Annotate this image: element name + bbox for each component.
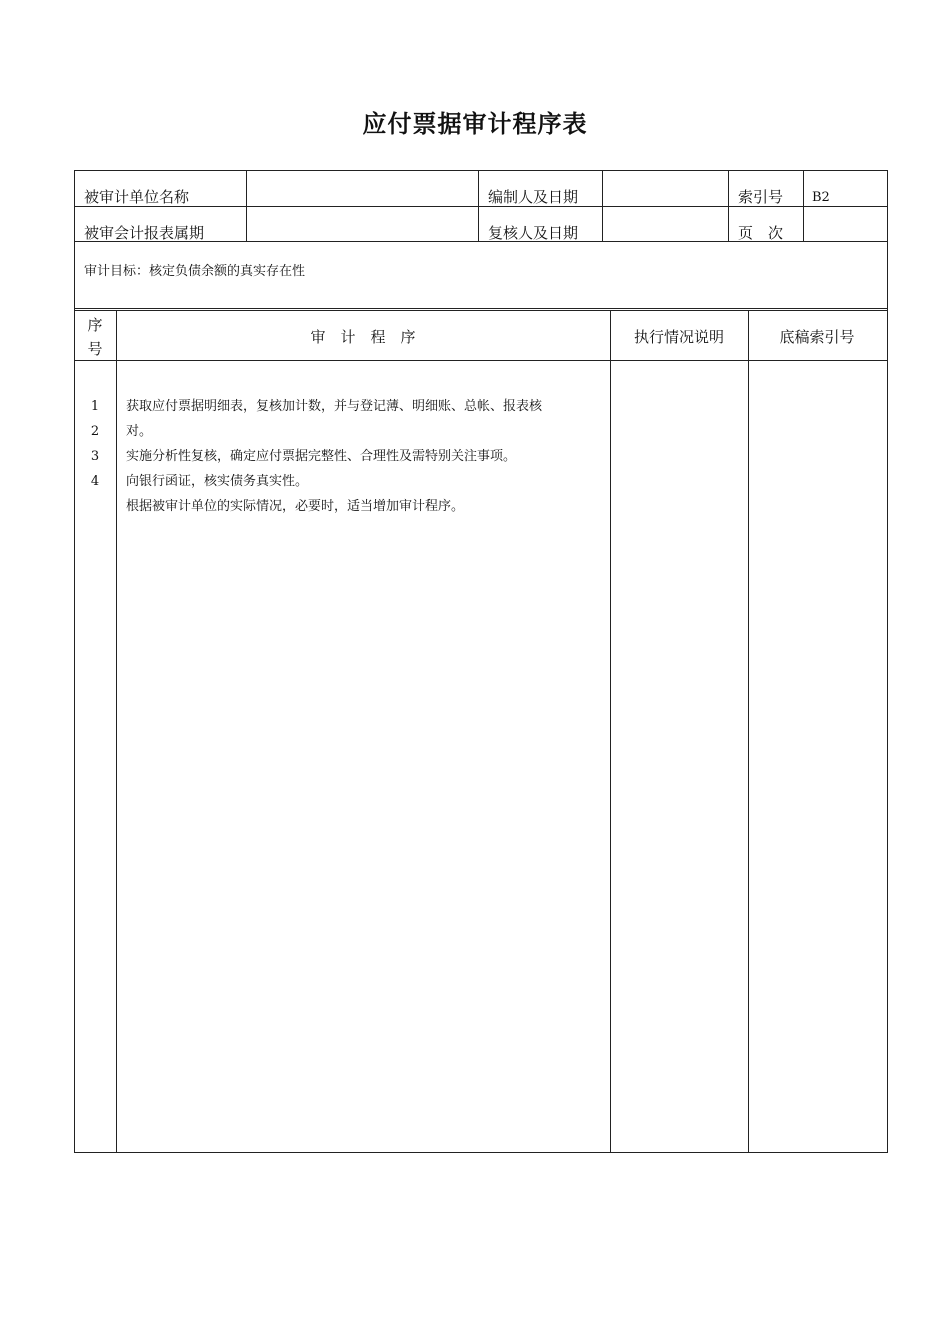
index-label: 索引号 bbox=[738, 188, 784, 206]
sequence-number: 4 bbox=[90, 474, 100, 489]
procedure-line: 根据被审计单位的实际情况，必要时，适当增加审计程序。 bbox=[126, 499, 465, 514]
audit-objective: 审计目标：核定负债余额的真实存在性 bbox=[84, 264, 306, 279]
seq-header-line2: 号 bbox=[87, 340, 103, 358]
seq-header-line1: 序 bbox=[87, 316, 103, 334]
page-label: 页 次 bbox=[738, 224, 784, 242]
sequence-number: 3 bbox=[90, 449, 100, 464]
workpaper-column[interactable] bbox=[749, 361, 886, 1152]
procedure-header: 审 计 程 序 bbox=[310, 328, 416, 346]
preparer-label: 编制人及日期 bbox=[488, 188, 579, 206]
procedure-line: 向银行函证，核实债务真实性。 bbox=[126, 474, 309, 489]
procedure-list bbox=[126, 394, 542, 519]
period-label: 被审会计报表属期 bbox=[84, 224, 205, 242]
index-value: B2 bbox=[812, 190, 830, 205]
procedure-line: 对。 bbox=[126, 424, 153, 439]
procedure-line: 获取应付票据明细表，复核加计数，并与登记薄、明细账、总帐、报表核 bbox=[126, 399, 543, 414]
reviewer-label: 复核人及日期 bbox=[488, 224, 579, 242]
execution-header: 执行情况说明 bbox=[633, 328, 724, 346]
page-title: 应付票据审计程序表 bbox=[362, 110, 588, 138]
sequence-numbers bbox=[75, 394, 115, 494]
sequence-number: 2 bbox=[90, 424, 100, 439]
entity-name-label: 被审计单位名称 bbox=[84, 188, 190, 206]
procedure-line: 实施分析性复核，确定应付票据完整性、合理性及需特别关注事项。 bbox=[126, 449, 517, 464]
sequence-number: 1 bbox=[90, 399, 100, 414]
execution-column[interactable] bbox=[611, 361, 748, 1152]
workpaper-header: 底稿索引号 bbox=[779, 328, 855, 346]
